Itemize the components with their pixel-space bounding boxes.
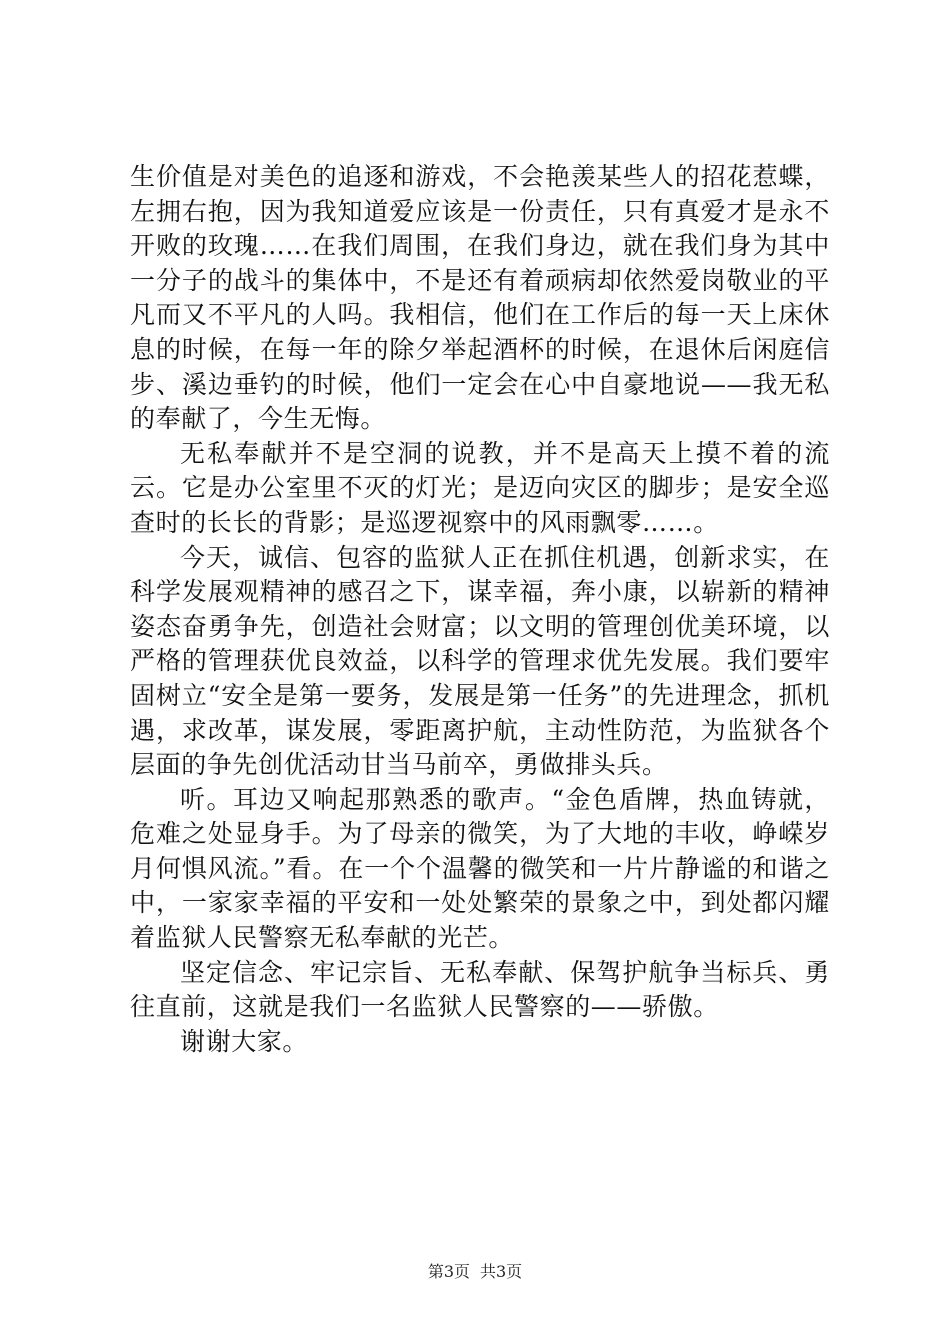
paragraph-thanks: 谢谢大家。 — [180, 1026, 309, 1056]
paragraph-conclusion: 坚定信念、牢记宗旨、无私奉献、保驾护航争当标兵、勇往直前，这就是我们一名监狱人民警察的——骄傲。 — [130, 957, 830, 1022]
paragraph-selfless-dedication: 无私奉献并不是空洞的说教，并不是高天上摸不着的流云。它是办公室里不灭的灯光；是迈向灾区的脚步；是安全巡查时的长长的背影；是巡逻视察中的风雨飘零……。 — [130, 438, 830, 537]
page-number-total: 共3页 — [480, 1262, 523, 1281]
paragraph-continued: 生价值是对美色的追逐和游戏，不会艳羡某些人的招花惹蝶，左拥右抱，因为我知道爱应该是一份责任，只有真爱才是永不开败的玫瑰……在我们周围，在我们身边，就在我们身为其中一分子的战斗的集体中，不是还有着顽病却依然爱岗敬业的平凡而又不平凡的人吗。我相信，他们在工作后的每一天上床休息的时候，在每一年的除夕举起酒杯的时候，在退休后闲庭信步、溪边垂钓的时候，他们一定会在心中自豪地说——我无私的奉献了，今生无悔。 — [130, 162, 830, 434]
page-footer — [0, 1262, 950, 1282]
paragraph-listen: 听。耳边又响起那熟悉的歌声。“金色盾牌，热血铸就，危难之处显身手。为了母亲的微笑，为了大地的丰收，峥嵘岁月何惧风流。”看。在一个个温馨的微笑和一片片静谧的和谐之中，一家家幸福的平安和一处处繁荣的景象之中，到处都闪耀着监狱人民警察无私奉献的光芒。 — [130, 784, 830, 953]
paragraph-today: 今天，诚信、包容的监狱人正在抓住机遇，创新求实，在科学发展观精神的感召之下，谋幸福，奔小康，以崭新的精神姿态奋勇争先，创造社会财富；以文明的管理创优美环境，以严格的管理获优良效益，以科学的管理求优先发展。我们要牢固树立“安全是第一要务，发展是第一任务”的先进理念，抓机遇，求改革，谋发展，零距离护航，主动性防范，为监狱各个层面的争先创优活动甘当马前卒，勇做排头兵。 — [130, 542, 830, 780]
page-number-current: 第3页 — [427, 1262, 470, 1281]
document-body — [130, 160, 830, 1059]
